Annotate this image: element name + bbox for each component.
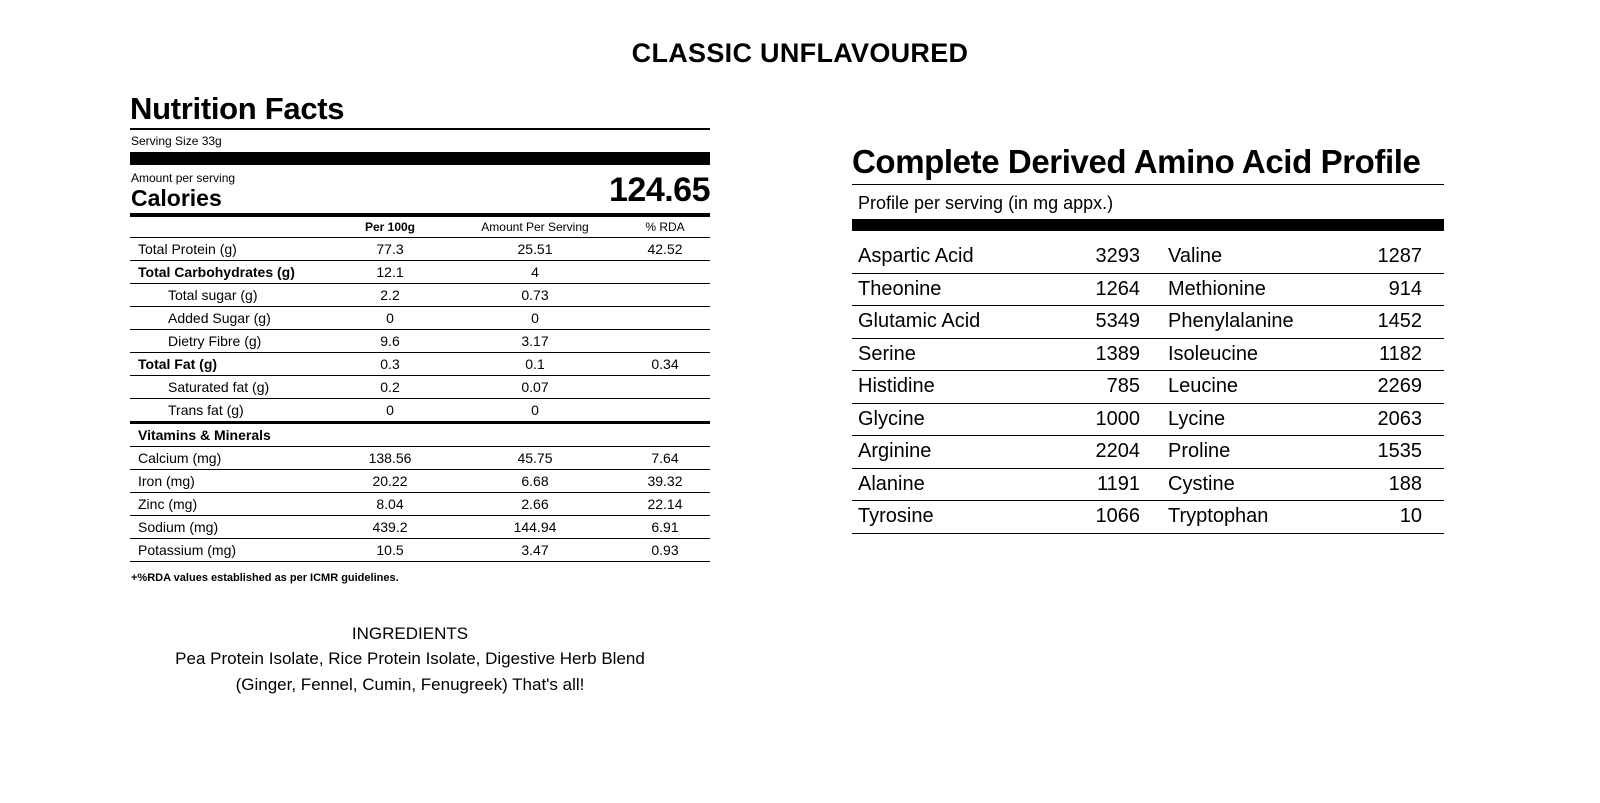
calories-value: 124.65 bbox=[609, 171, 710, 209]
table-row bbox=[852, 436, 1444, 469]
serving-value: 6.68 bbox=[450, 470, 620, 493]
serving-value: 45.75 bbox=[450, 447, 620, 470]
amino-acid-name: Glutamic Acid bbox=[852, 306, 1022, 339]
amino-acid-name: Valine bbox=[1162, 241, 1332, 273]
amino-acid-value: 1264 bbox=[1022, 273, 1162, 306]
nutrient-label: Dietry Fibre (g) bbox=[130, 330, 330, 353]
rda-value: 0.93 bbox=[620, 539, 710, 562]
amino-acid-name: Serine bbox=[852, 338, 1022, 371]
per100g-value: 10.5 bbox=[330, 539, 450, 562]
amino-acid-value: 914 bbox=[1332, 273, 1444, 306]
nutrient-label: Total sugar (g) bbox=[130, 284, 330, 307]
amino-acid-name: Isoleucine bbox=[1162, 338, 1332, 371]
table-row bbox=[130, 493, 710, 516]
amino-acid-value: 2204 bbox=[1022, 436, 1162, 469]
amino-acid-name: Cystine bbox=[1162, 468, 1332, 501]
amino-acid-value: 188 bbox=[1332, 468, 1444, 501]
page-title: CLASSIC UNFLAVOURED bbox=[631, 38, 969, 68]
table-row bbox=[130, 261, 710, 284]
calories-block bbox=[130, 165, 710, 213]
ingredients-title: INGREDIENTS bbox=[351, 624, 469, 643]
table-row bbox=[130, 470, 710, 493]
serving-value: 3.47 bbox=[450, 539, 620, 562]
per100g-value: 0.2 bbox=[330, 376, 450, 399]
rda-value bbox=[620, 376, 710, 399]
rda-value bbox=[620, 423, 710, 447]
rda-value: 6.91 bbox=[620, 516, 710, 539]
nutrient-label: Total Fat (g) bbox=[130, 353, 330, 376]
amino-acid-value: 1452 bbox=[1332, 306, 1444, 339]
amino-acid-name: Leucine bbox=[1162, 371, 1332, 404]
table-row bbox=[130, 447, 710, 470]
table-row bbox=[130, 307, 710, 330]
nutrition-table bbox=[130, 217, 710, 562]
table-row bbox=[852, 273, 1444, 306]
per100g-value: 0.3 bbox=[330, 353, 450, 376]
amino-acid-name: Aspartic Acid bbox=[852, 241, 1022, 273]
amino-acid-name: Lycine bbox=[1162, 403, 1332, 436]
rda-value: 42.52 bbox=[620, 238, 710, 261]
nutrient-label: Zinc (mg) bbox=[130, 493, 330, 516]
rda-value: 22.14 bbox=[620, 493, 710, 516]
nutrition-facts-title: Nutrition Facts bbox=[130, 91, 345, 126]
amino-acid-value: 1389 bbox=[1022, 338, 1162, 371]
nutrient-label: Trans fat (g) bbox=[130, 399, 330, 423]
amino-acid-title: Complete Derived Amino Acid Profile bbox=[852, 143, 1421, 180]
table-row bbox=[130, 238, 710, 261]
nutrition-facts-panel bbox=[130, 90, 710, 584]
amino-acid-value: 5349 bbox=[1022, 306, 1162, 339]
per100g-value: 439.2 bbox=[330, 516, 450, 539]
rda-value: 0.34 bbox=[620, 353, 710, 376]
nutrient-label: Iron (mg) bbox=[130, 470, 330, 493]
amino-acid-name: Tryptophan bbox=[1162, 501, 1332, 534]
calories-label: Calories bbox=[131, 185, 222, 211]
amino-acid-name: Histidine bbox=[852, 371, 1022, 404]
serving-value: 0.07 bbox=[450, 376, 620, 399]
amino-acid-name: Arginine bbox=[852, 436, 1022, 469]
serving-value: 0.73 bbox=[450, 284, 620, 307]
per100g-value: 9.6 bbox=[330, 330, 450, 353]
table-row bbox=[852, 501, 1444, 534]
per100g-value: 0 bbox=[330, 399, 450, 423]
nutrient-label: Total Carbohydrates (g) bbox=[130, 261, 330, 284]
amino-acid-name: Methionine bbox=[1162, 273, 1332, 306]
per100g-value bbox=[330, 423, 450, 447]
amino-acid-name: Tyrosine bbox=[852, 501, 1022, 534]
table-row bbox=[852, 306, 1444, 339]
table-row bbox=[852, 241, 1444, 273]
rda-value bbox=[620, 330, 710, 353]
amino-acid-value: 1535 bbox=[1332, 436, 1444, 469]
per100g-value: 8.04 bbox=[330, 493, 450, 516]
per100g-value: 138.56 bbox=[330, 447, 450, 470]
rda-value bbox=[620, 307, 710, 330]
divider-thick bbox=[130, 152, 710, 165]
divider-thick bbox=[852, 219, 1444, 231]
amino-acid-value: 785 bbox=[1022, 371, 1162, 404]
amino-acid-value: 2269 bbox=[1332, 371, 1444, 404]
rda-value bbox=[620, 261, 710, 284]
nutrient-label: Added Sugar (g) bbox=[130, 307, 330, 330]
table-row bbox=[130, 376, 710, 399]
amino-acid-name: Theonine bbox=[852, 273, 1022, 306]
amino-acid-value: 3293 bbox=[1022, 241, 1162, 273]
amino-acid-name: Proline bbox=[1162, 436, 1332, 469]
ingredients-section bbox=[130, 622, 690, 698]
serving-value: 0.1 bbox=[450, 353, 620, 376]
rda-footnote: +%RDA values established as per ICMR guidelines. bbox=[131, 572, 399, 584]
table-row bbox=[130, 353, 710, 376]
table-row bbox=[130, 423, 710, 447]
column-header-per100g: Per 100g bbox=[364, 220, 416, 234]
table-row bbox=[852, 403, 1444, 436]
nutrient-label: Saturated fat (g) bbox=[130, 376, 330, 399]
amino-acid-name: Alanine bbox=[852, 468, 1022, 501]
amino-acid-value: 1287 bbox=[1332, 241, 1444, 273]
amino-acid-value: 1066 bbox=[1022, 501, 1162, 534]
amino-acid-name: Glycine bbox=[852, 403, 1022, 436]
amino-acid-value: 1191 bbox=[1022, 468, 1162, 501]
table-row bbox=[130, 539, 710, 562]
nutrient-label: Vitamins & Minerals bbox=[130, 423, 330, 447]
nutrient-label: Calcium (mg) bbox=[130, 447, 330, 470]
amino-acid-value: 2063 bbox=[1332, 403, 1444, 436]
table-row bbox=[130, 330, 710, 353]
rda-value bbox=[620, 399, 710, 423]
column-header bbox=[130, 217, 330, 238]
rda-value: 39.32 bbox=[620, 470, 710, 493]
amino-acid-name: Phenylalanine bbox=[1162, 306, 1332, 339]
column-header-amount-per-serving: Amount Per Serving bbox=[481, 220, 589, 234]
per100g-value: 0 bbox=[330, 307, 450, 330]
serving-value: 0 bbox=[450, 399, 620, 423]
table-row bbox=[130, 399, 710, 423]
serving-value: 3.17 bbox=[450, 330, 620, 353]
table-row bbox=[852, 371, 1444, 404]
nutrient-label: Sodium (mg) bbox=[130, 516, 330, 539]
nutrient-label: Total Protein (g) bbox=[130, 238, 330, 261]
amino-acid-table bbox=[852, 241, 1444, 534]
column-header-rda: % RDA bbox=[645, 220, 685, 234]
nutrient-label: Potassium (mg) bbox=[130, 539, 330, 562]
ingredients-line: Pea Protein Isolate, Rice Protein Isolate, Digestive Herb Blend bbox=[175, 649, 645, 668]
amino-acid-panel bbox=[852, 140, 1444, 534]
per100g-value: 77.3 bbox=[330, 238, 450, 261]
serving-value: 4 bbox=[450, 261, 620, 284]
serving-size: Serving Size 33g bbox=[131, 134, 222, 148]
per100g-value: 12.1 bbox=[330, 261, 450, 284]
ingredients-line: (Ginger, Fennel, Cumin, Fenugreek) That's all! bbox=[235, 675, 585, 694]
serving-value: 0 bbox=[450, 307, 620, 330]
serving-value bbox=[450, 423, 620, 447]
per100g-value: 20.22 bbox=[330, 470, 450, 493]
table-row bbox=[852, 338, 1444, 371]
table-row bbox=[130, 284, 710, 307]
amino-acid-value: 1182 bbox=[1332, 338, 1444, 371]
table-row bbox=[852, 468, 1444, 501]
rda-value: 7.64 bbox=[620, 447, 710, 470]
table-row bbox=[130, 516, 710, 539]
serving-value: 144.94 bbox=[450, 516, 620, 539]
amount-per-serving-label: Amount per serving bbox=[131, 171, 236, 185]
amino-acid-value: 1000 bbox=[1022, 403, 1162, 436]
rda-value bbox=[620, 284, 710, 307]
nutrition-table-header bbox=[130, 217, 710, 238]
per100g-value: 2.2 bbox=[330, 284, 450, 307]
amino-acid-value: 10 bbox=[1332, 501, 1444, 534]
serving-value: 25.51 bbox=[450, 238, 620, 261]
serving-value: 2.66 bbox=[450, 493, 620, 516]
amino-acid-subtitle: Profile per serving (in mg appx.) bbox=[858, 193, 1114, 213]
